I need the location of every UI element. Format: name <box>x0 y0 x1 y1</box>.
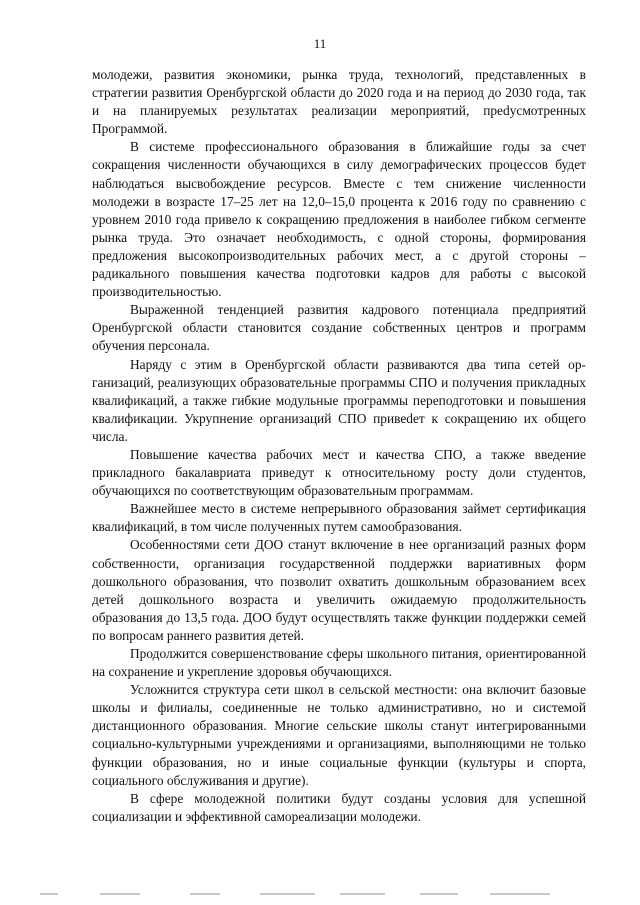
paragraph: В системе профессионального образования в ближайшие годы за счет сокращения численности обучающихся в силу демографических процессов будет наблюдаться высвобождение ресурсов. Вместе с тем снижение численности молодежи в возрасте 17–25 лет на 12,0–15,0 процента к 2016 году по сравнению с уровнем 2010 года привело к сокращению предложения в наиболее гибком сегменте рынка труда. Это означает необходимость, с одной стороны, формирования предложения высокопроизводительных рабочих мест, а с другой стороны – радикального повышения качества подготовки кадров для работы с высокой производительностью. <box>92 139 586 300</box>
paragraph: В сфере молодежной политики будут созданы условия для успешной социализации и эффективной самореализации молодежи. <box>92 790 586 824</box>
paragraph: Повышение качества рабочих мест и качества СПО, а также введение прикладного бакалавриата приведут к относительному росту доли студентов, обучающихся по соответствующим образовательным программам. <box>92 446 586 499</box>
scan-artifact-strip <box>40 893 600 899</box>
paragraph: Продолжится совершенствование сферы школьного питания, ориентированной на сохранение и укрепление здоровья обучающихся. <box>92 646 586 680</box>
paragraph: Особенностями сети ДОО станут включение в нее организаций разных форм собственности, организация государственной поддержки вариативных форм дошкольного образования, что позволит охватить дошкольным образованием всех детей дошкольного возраста и увеличить ожидаемую продолжительность образования до 13,5 года. ДОО будут осуществлять также функции поддержки семей по вопросам раннего развития детей. <box>92 537 586 643</box>
paragraph: Наряду с этим в Оренбургской области развиваются два типа сетей организаций, реализующих образовательные программы СПО и получения прикладных квалификаций, а также гибкие модульные программы переподготовки и повышения квалификации. Укрупнение организаций СПО привеdет к сокращению их общего числа. <box>92 356 586 444</box>
paragraph: Важнейшее место в системе непрерывного образования займет сертификация квалификаций, в том числе полученных путем самообразования. <box>92 501 586 535</box>
paragraph: Выраженной тенденцией развития кадрового потенциала предприятий Оренбургской области становится создание собственных центров и программ обучения персонала. <box>92 302 586 354</box>
paragraph: Усложнится структура сети школ в сельской местности: она включит базовые школы и филиалы, соединенные не только административно, но и системой дистанционного образования. Многие сельские школы станут интегрированными социально-культурными учреждениями и организациями, выполняющими не только функции образования, но и иные социальные функции (культуры и спорта, социального обслуживания и другие). <box>92 682 586 788</box>
body-text <box>92 66 586 826</box>
paragraph-continuation: молодежи, развития экономики, рынка труда, технологий, представленных в стратегии развития Оренбургской области до 2020 года и на период до 2030 года, так и на планируемых результатах реализации мероприятий, преdусмотренных Программой. <box>92 67 586 137</box>
page-number: 11 <box>313 36 327 51</box>
